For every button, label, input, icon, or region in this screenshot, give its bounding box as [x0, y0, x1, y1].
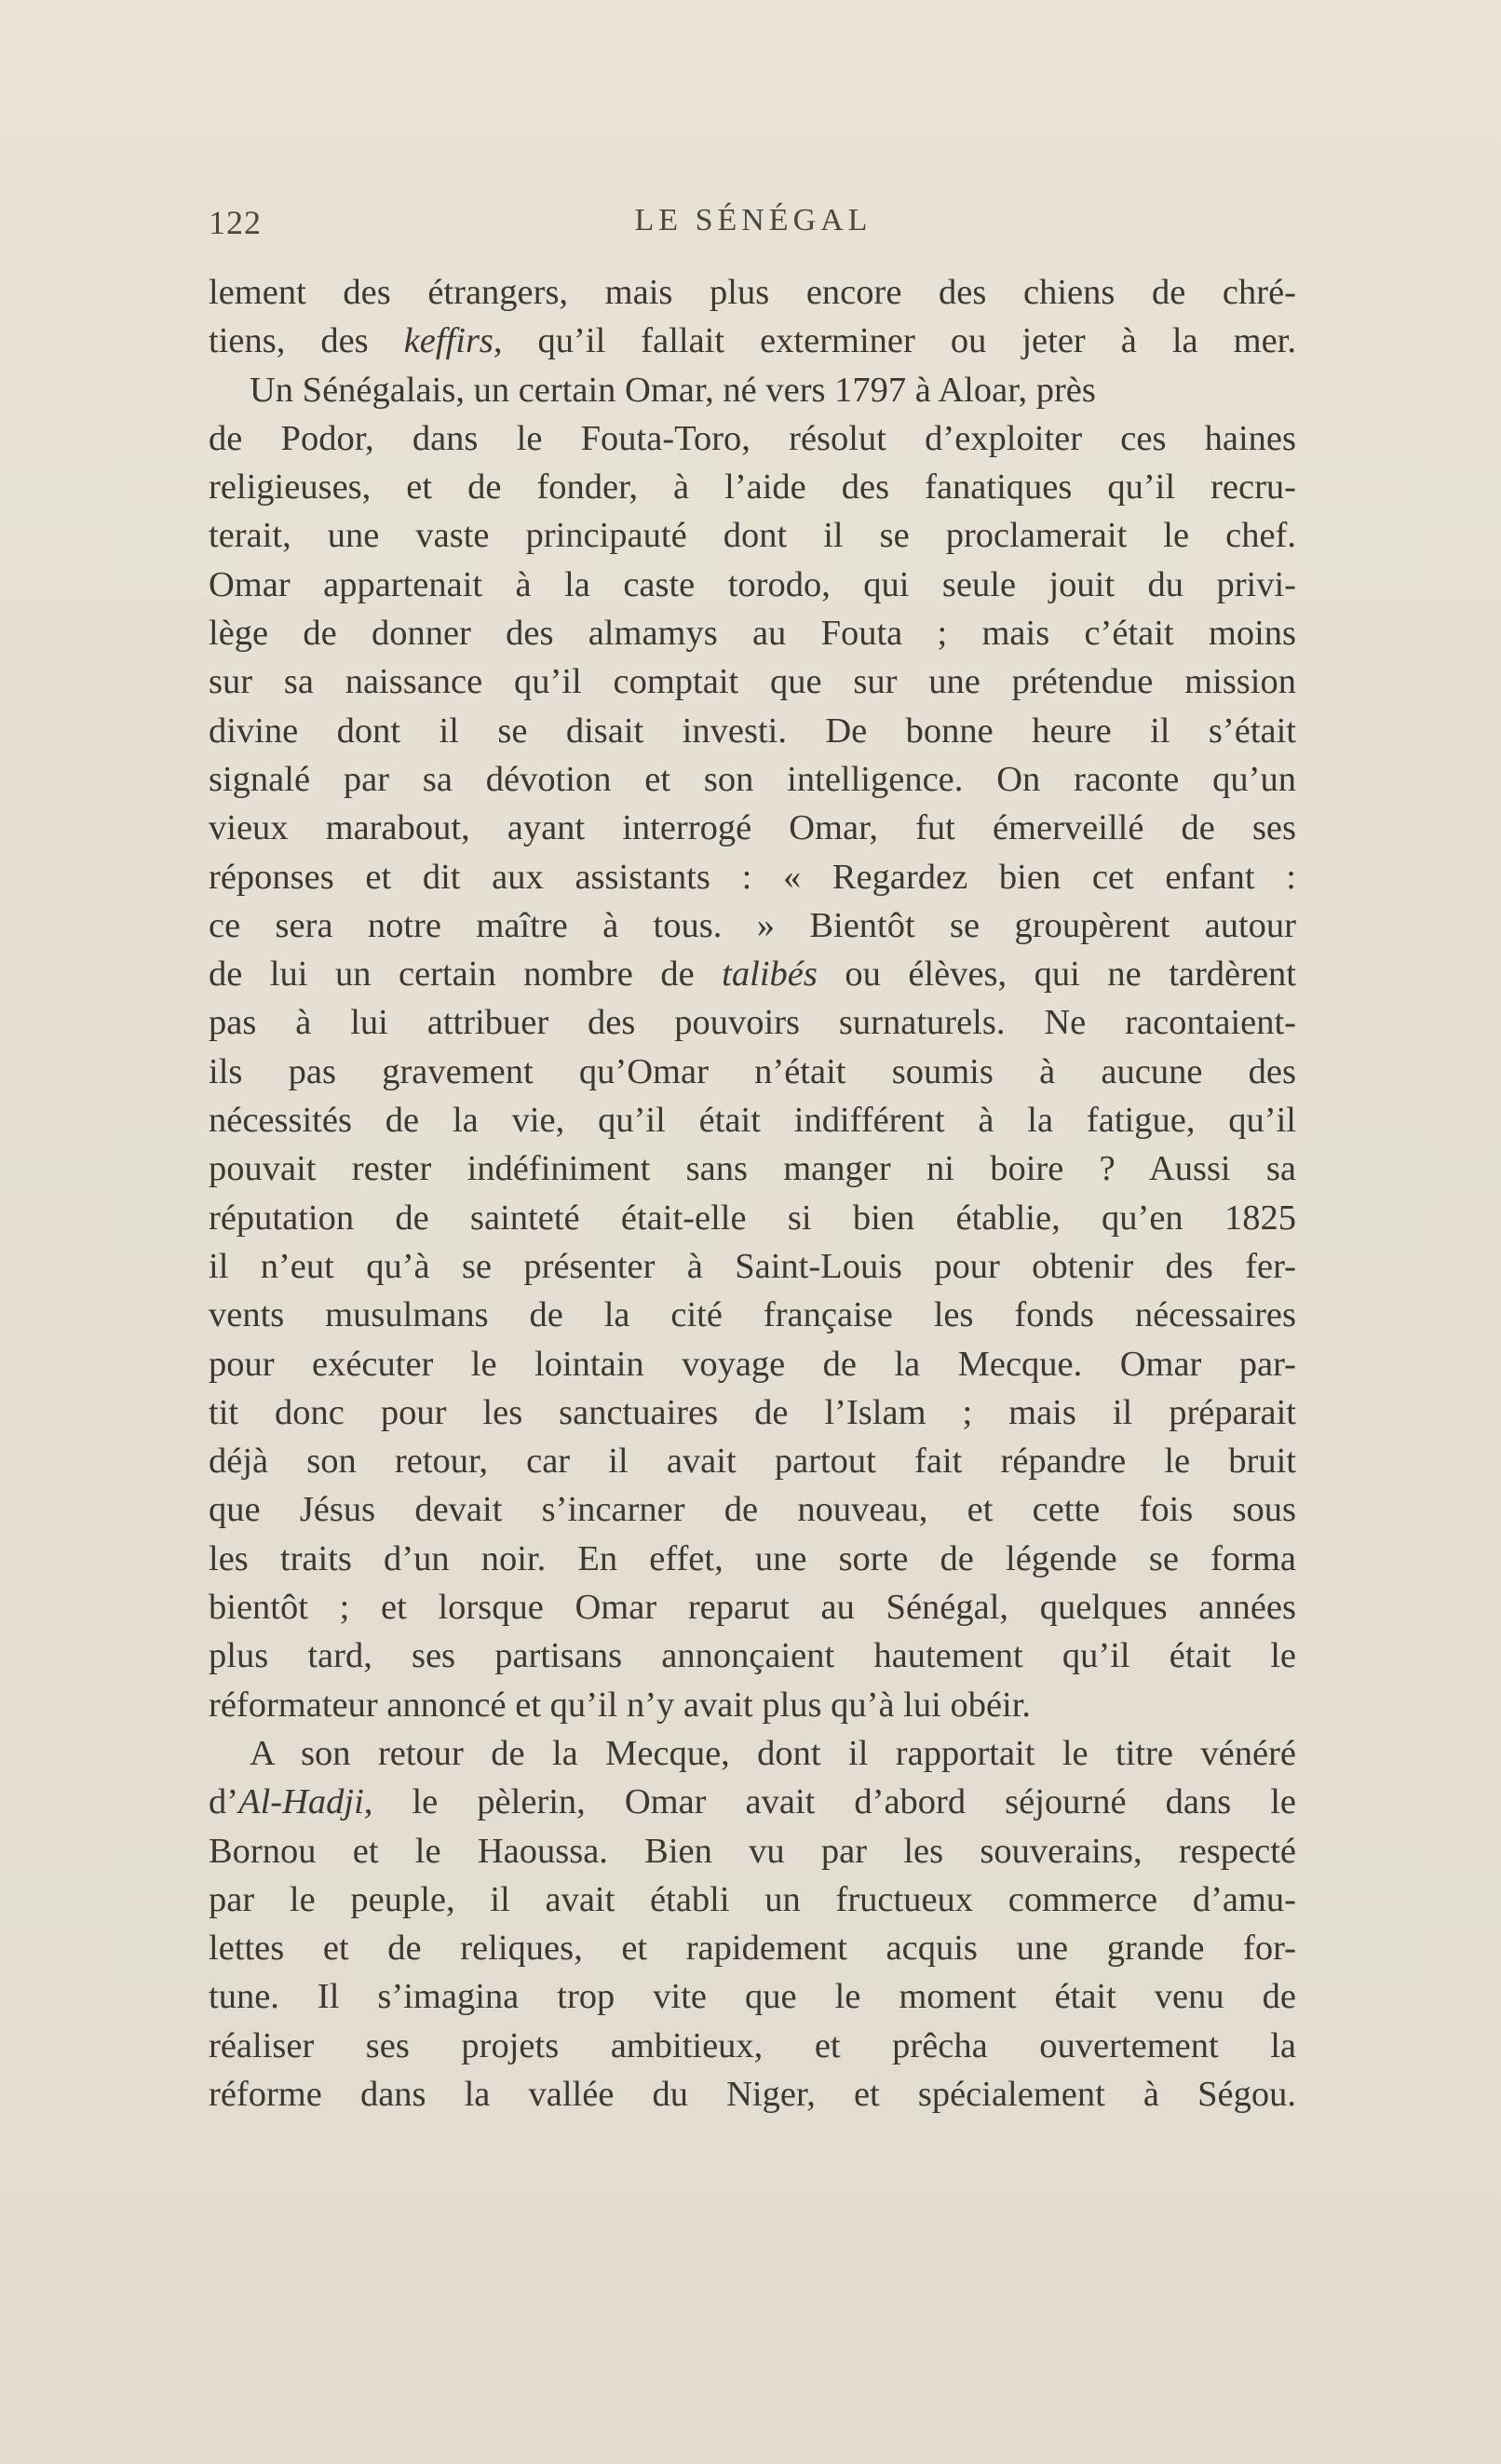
text-line: Bornou et le Haoussa. Bien vu par les souverains, respecté [209, 1831, 1296, 1871]
italic-term: talibés [722, 954, 818, 995]
text-line: ce sera notre maître à tous. » Bientôt se groupèrent autour [209, 905, 1296, 945]
text-line: réputation de sainteté était-elle si bien établie, qu’en 1825 [209, 1198, 1296, 1238]
text-line: pouvait rester indéfiniment sans manger ni boire ? Aussi sa [209, 1149, 1296, 1189]
text-line: sur sa naissance qu’il comptait que sur une prétendue mission [209, 662, 1296, 702]
text-line: religieuses, et de fonder, à l’aide des fanatiques qu’il recru- [209, 467, 1296, 508]
text-line: signalé par sa dévotion et son intelligence. On raconte qu’un [209, 759, 1296, 799]
text-line: de lui un certain nombre de talibés ou élèves, qui ne tardèrent [209, 954, 1296, 995]
text-line: nécessités de la vie, qu’il était indifférent à la fatigue, qu’il [209, 1101, 1296, 1141]
text-line: réforme dans la vallée du Niger, et spécialement à Ségou. [209, 2074, 1296, 2114]
text-line: réaliser ses projets ambitieux, et prêcha ouvertement la [209, 2025, 1296, 2065]
text-line: lement des étrangers, mais plus encore des chiens de chré- [209, 273, 1296, 312]
text-line: lettes et de reliques, et rapidement acquis une grande for- [209, 1929, 1296, 1969]
text-line: de Podor, dans le Fouta-Toro, résolut d’exploiter ces haines [209, 418, 1296, 458]
text-line: d’Al-Hadji, le pèlerin, Omar avait d’abord séjourné dans le [209, 1782, 1296, 1822]
text-line: tune. Il s’imagina trop vite que le moment était venu de [209, 1977, 1296, 2017]
paragraph-start-line: Un Sénégalais, un certain Omar, né vers 1797 à Aloar, près [250, 370, 1096, 410]
text-line: que Jésus devait s’incarner de nouveau, et cette fois sous [209, 1490, 1296, 1530]
text-line: réponses et dit aux assistants : « Regardez bien cet enfant : [209, 857, 1296, 897]
body-text [209, 268, 1296, 2119]
text-line: vieux marabout, ayant interrogé Omar, fut émerveillé de ses [209, 808, 1296, 848]
text-line: Omar appartenait à la caste torodo, qui seule jouit du privi- [209, 564, 1296, 604]
running-header [209, 203, 1298, 250]
italic-term: Al-Hadji, [238, 1782, 373, 1822]
text-line: les traits d’un noir. En effet, une sorte de légende se forma [209, 1538, 1296, 1578]
text-line: tiens, des keffirs, qu’il fallait exterminer ou jeter à la mer. [209, 321, 1296, 361]
text-line: pas à lui attribuer des pouvoirs surnaturels. Ne racontaient- [209, 1003, 1296, 1043]
text-line: pour exécuter le lointain voyage de la Mecque. Omar par- [209, 1344, 1296, 1384]
text-line: déjà son retour, car il avait partout fait répandre le bruit [209, 1442, 1296, 1482]
text-line: par le peuple, il avait établi un fructueux commerce d’amu- [209, 1879, 1296, 1919]
page-number: 122 [209, 204, 262, 241]
italic-term: keffirs, [403, 321, 503, 361]
text-line: plus tard, ses partisans annonçaient hautement qu’il était le [209, 1636, 1296, 1676]
text-line: divine dont il se disait investi. De bonne heure il s’était [209, 711, 1296, 751]
text-line: lège de donner des almamys au Fouta ; mais c’était moins [209, 614, 1296, 654]
text-line: tit donc pour les sanctuaires de l’Islam ; mais il préparait [209, 1392, 1296, 1432]
text-line: terait, une vaste principauté dont il se proclamerait le chef. [209, 516, 1296, 556]
paragraph-start-line: A son retour de la Mecque, dont il rapportait le titre vénéré [250, 1733, 1296, 1773]
paragraph-end-line: réformateur annoncé et qu’il n’y avait plus qu’à lui obéir. [209, 1685, 1032, 1725]
text-line: ils pas gravement qu’Omar n’était soumis à aucune des [209, 1051, 1296, 1091]
running-title: LE SÉNÉGAL [634, 203, 872, 237]
text-line: bientôt ; et lorsque Omar reparut au Sénégal, quelques années [209, 1588, 1296, 1628]
text-line: il n’eut qu’à se présenter à Saint-Louis pour obtenir des fer- [209, 1246, 1296, 1286]
text-line: vents musulmans de la cité française les fonds nécessaires [209, 1295, 1296, 1335]
